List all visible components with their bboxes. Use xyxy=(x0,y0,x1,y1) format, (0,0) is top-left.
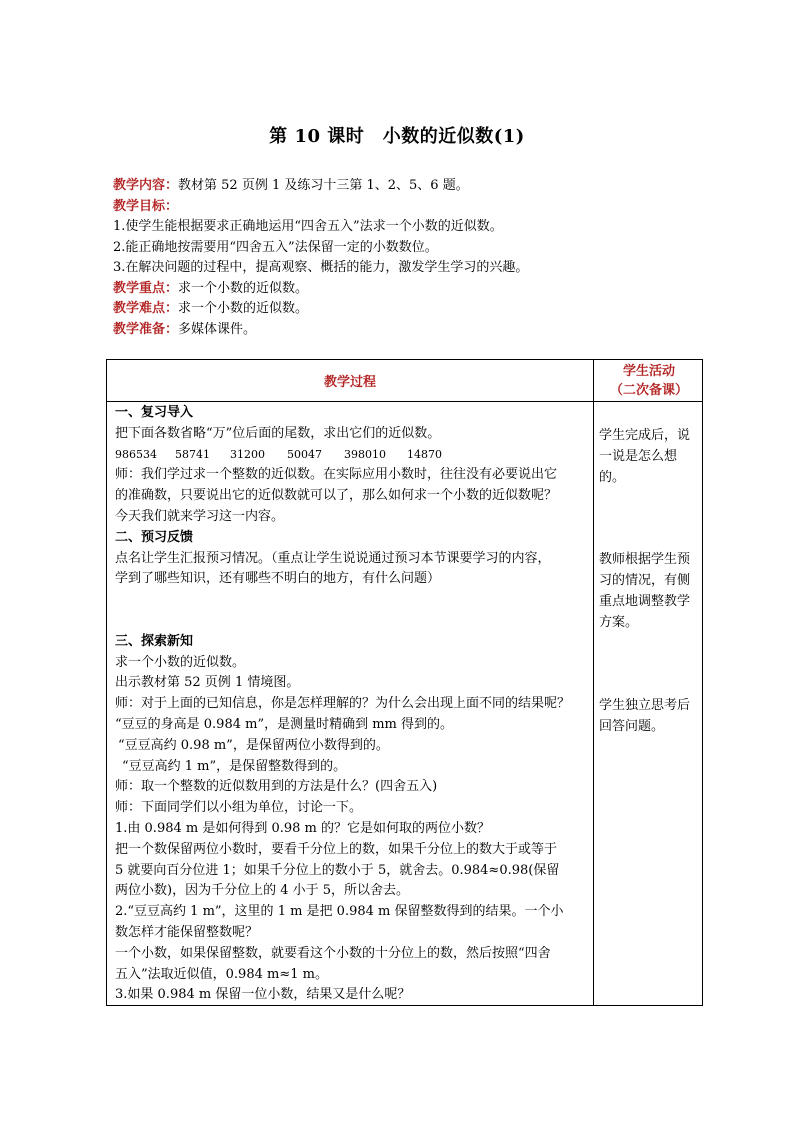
number-item: 14870 xyxy=(407,447,442,461)
paragraph-line: 把一个数保留两位小数时，要看千分位上的数，如果千分位上的数大于或等于 xyxy=(115,841,558,857)
header-student-activity-line1: 学生活动 xyxy=(622,364,675,379)
paragraph-line: 求一个小数的近似数。 xyxy=(115,654,246,670)
teaching-process-body xyxy=(115,403,589,1006)
student-activity-note: 教师根据学生预习的情况，有侧重点地调整教学方案。 xyxy=(599,552,691,630)
header-divider xyxy=(107,401,702,402)
paragraph-line: “豆豆高约 0.98 m”，是保留两位小数得到的。 xyxy=(118,737,389,753)
paragraph-line: 师：下面同学们以小组为单位，讨论一下。 xyxy=(115,800,363,816)
paragraph-line: 出示教材第 52 页例 1 情境图。 xyxy=(115,675,300,691)
paragraph-line: 3.如果 0.984 m 保留一位小数，结果又是什么呢？ xyxy=(115,987,411,1003)
teaching-prep xyxy=(113,320,713,341)
goal-item: 3.在解决问题的过程中，提高观察、概括的能力，激发学生学习的兴趣。 xyxy=(113,260,529,275)
paragraph-line: 数怎样才能保留整数呢？ xyxy=(115,924,259,940)
teaching-prep-text: 多媒体课件。 xyxy=(178,321,257,337)
paragraph-line: 一个小数，如果保留整数，就要看这个小数的十分位上的数，然后按照“四舍 xyxy=(115,945,551,961)
goal-item: 1.使学生能根据要求正确地运用“四舍五入”法求一个小数的近似数。 xyxy=(113,219,503,234)
blank-line xyxy=(115,590,589,611)
teaching-content xyxy=(113,176,713,197)
teaching-difficulty-label: 教学难点： xyxy=(113,301,179,316)
header-teaching-process: 教学过程 xyxy=(323,375,376,390)
number-item: 398010 xyxy=(344,447,386,461)
number-item: 986534 xyxy=(115,447,157,461)
lesson-table xyxy=(106,359,703,1006)
paragraph-line: 的准确数，只要说出它的近似数就可以了，那么如何求一个小数的近似数呢？ xyxy=(115,488,558,504)
column-divider xyxy=(593,360,594,1005)
section-heading: 三、探索新知 xyxy=(115,633,194,649)
blank-line xyxy=(115,611,589,632)
teaching-goals-heading xyxy=(113,197,713,218)
section-heading: 一、复习导入 xyxy=(115,405,194,420)
paragraph-line: 5 就要向百分位进 1；如果千分位上的数小于 5，就舍去。0.984≈0.98(保留 xyxy=(115,862,560,878)
lesson-intro xyxy=(113,176,713,340)
student-activity-note: 学生独立思考后回答问题。 xyxy=(599,698,691,734)
header-student-activity xyxy=(594,362,704,400)
paragraph-line: “豆豆的身高是 0.984 m”，是测量时精确到 mm 得到的。 xyxy=(115,716,454,732)
paragraph-line: 师：我们学过求一个整数的近似数。在实际应用小数时，往往没有必要说出它 xyxy=(115,467,558,483)
teaching-content-text: 教材第 52 页例 1 及练习十三第 1、2、5、6 题。 xyxy=(178,178,469,193)
paragraph-line: 两位小数)，因为千分位上的 4 小于 5，所以舍去。 xyxy=(115,883,410,899)
paragraph-line: 2.“豆豆高约 1 m”，这里的 1 m 是把 0.984 m 保留整数得到的结果。一个小 xyxy=(115,904,564,920)
paragraph-line: 今天我们就来学习这一内容。 xyxy=(115,508,285,524)
paragraph-line: 师：取一个整数的近似数用到的方法是什么？(四舍五入) xyxy=(115,779,438,795)
teaching-key-label: 教学重点： xyxy=(113,280,179,296)
paragraph-line: “豆豆高约 1 m”，是保留整数得到的。 xyxy=(122,758,347,774)
paragraph-line: 把下面各数省略“万”位后面的尾数，求出它们的近似数。 xyxy=(115,425,441,441)
number-item: 50047 xyxy=(287,447,322,461)
teaching-difficulty xyxy=(113,299,713,320)
teaching-difficulty-text: 求一个小数的近似数。 xyxy=(178,301,309,316)
page-title: 第 10 课时 小数的近似数(1) xyxy=(269,126,525,147)
goal-item: 2.能正确地按需要用“四舍五入”法保留一定的小数数位。 xyxy=(113,239,438,255)
paragraph-line: 学到了哪些知识，还有哪些不明白的地方，有什么问题） xyxy=(115,571,441,587)
teaching-goals-label: 教学目标： xyxy=(113,198,179,214)
number-item: 58741 xyxy=(175,447,210,461)
teaching-key xyxy=(113,279,713,300)
header-student-activity-line2: （二次备课） xyxy=(609,383,688,398)
number-list xyxy=(115,445,589,466)
paragraph-line: 1.由 0.984 m 是如何得到 0.98 m 的？它是如何取的两位小数？ xyxy=(115,820,491,836)
teaching-prep-label: 教学准备： xyxy=(113,321,179,337)
paragraph-line: 五入”法取近似值，0.984 m≈1 m。 xyxy=(115,966,328,982)
teaching-content-label: 教学内容： xyxy=(113,178,179,193)
number-item: 31200 xyxy=(230,447,265,461)
paragraph-line: 点名让学生汇报预习情况。（重点让学生说说通过预习本节课要学习的内容， xyxy=(115,550,551,566)
section-heading: 二、预习反馈 xyxy=(115,529,194,545)
teaching-key-text: 求一个小数的近似数。 xyxy=(178,280,309,296)
student-activity-note: 学生完成后，说一说是怎么想的。 xyxy=(599,428,691,485)
paragraph-line: 师：对于上面的已知信息，你是怎样理解的？为什么会出现上面不同的结果呢？ xyxy=(115,696,571,712)
